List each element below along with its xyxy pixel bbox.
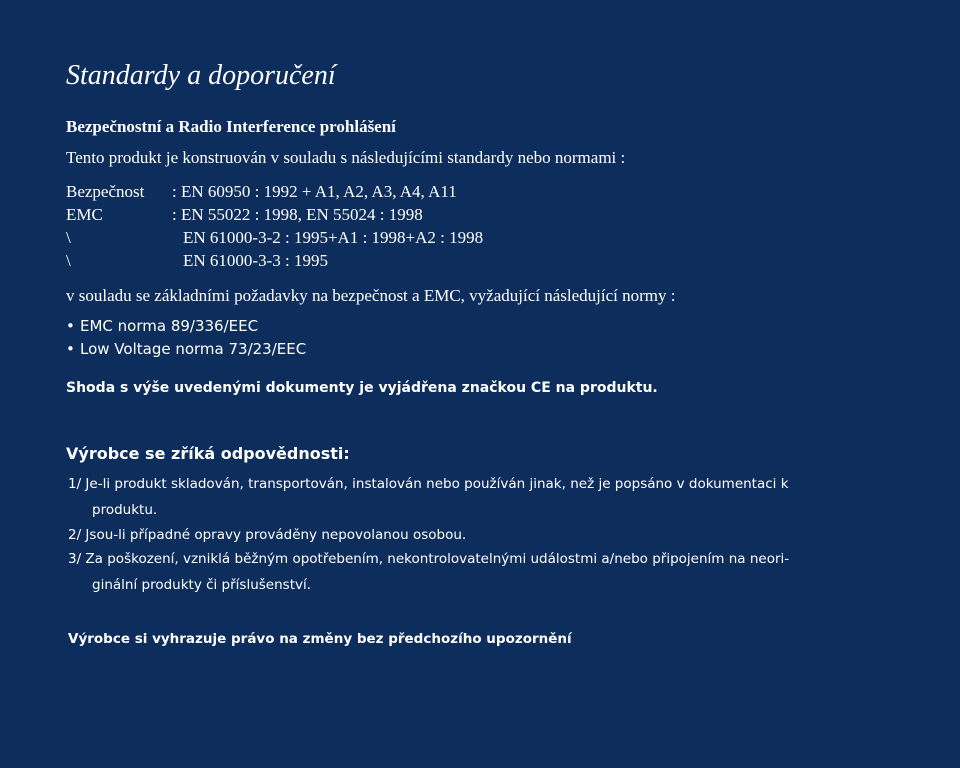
bullet-icon: • xyxy=(66,317,75,335)
standard-label: EMC xyxy=(66,205,103,224)
standard-value: : EN 60950 : 1992 + A1, A2, A3, A4, A11 xyxy=(172,182,457,201)
standard-label: \ xyxy=(66,228,71,247)
section-subtitle: Bezpečnostní a Radio Interference prohlášení xyxy=(66,117,396,136)
norm-item xyxy=(66,340,306,358)
conformity-statement: Shoda s výše uvedenými dokumenty je vyjádřena značkou CE na produktu. xyxy=(66,380,658,396)
norm-label: EMC norma 89/336/EEC xyxy=(80,317,259,335)
liability-item-3: 3/ Za poškození, vzniklá běžným opotřebením, nekontrolovatelnými událostmi a/nebo připojením na neori- xyxy=(68,551,790,567)
liability-heading: Výrobce se zříká odpovědnosti: xyxy=(66,444,350,463)
liability-item-1: 1/ Je-li produkt skladován, transportován, instalován nebo používán jinak, než je popsáno v dokumentaci k xyxy=(68,476,789,492)
liability-item-2: 2/ Jsou-li případné opravy prováděny nepovolanou osobou. xyxy=(68,527,467,543)
liability-item-3-cont: ginální produkty či příslušenství. xyxy=(92,577,312,593)
reserve-statement: Výrobce si vyhrazuje právo na změny bez předchozího upozornění xyxy=(68,631,572,647)
bullet-icon: • xyxy=(66,340,75,358)
intro-text: Tento produkt je konstruován v souladu s následujícími standardy nebo normami : xyxy=(66,148,626,167)
compliance-text: v souladu se základními požadavky na bezpečnost a EMC, vyžadující následující normy : xyxy=(66,286,676,305)
liability-item-1-cont: produktu. xyxy=(92,502,158,518)
standard-value: EN 61000-3-2 : 1995+A1 : 1998+A2 : 1998 xyxy=(183,228,484,247)
norm-item xyxy=(66,317,258,335)
standard-label: \ xyxy=(66,251,71,270)
standard-label: Bezpečnost xyxy=(66,182,145,201)
norm-label: Low Voltage norma 73/23/EEC xyxy=(80,340,307,358)
standard-value: : EN 55022 : 1998, EN 55024 : 1998 xyxy=(172,205,423,224)
standard-value: EN 61000-3-3 : 1995 xyxy=(183,251,328,270)
page-title: Standardy a doporučení xyxy=(66,60,336,91)
